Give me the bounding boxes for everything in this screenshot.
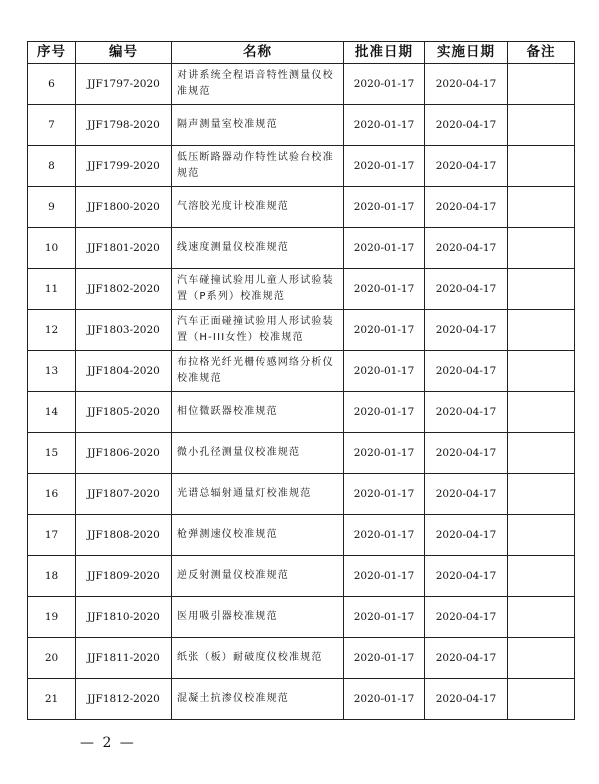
cell-name: 隔声测量室校准规范 bbox=[172, 105, 344, 146]
table-header-row bbox=[28, 42, 575, 64]
cell-remarks bbox=[508, 351, 575, 392]
cell-approval-date: 2020-01-17 bbox=[344, 351, 425, 392]
cell-remarks bbox=[508, 597, 575, 638]
cell-remarks bbox=[508, 474, 575, 515]
header-remarks: 备注 bbox=[508, 42, 575, 64]
calibration-spec-table bbox=[27, 41, 575, 720]
cell-remarks bbox=[508, 105, 575, 146]
cell-name: 纸张（板）耐破度仪校准规范 bbox=[172, 638, 344, 679]
cell-serial-number: 16 bbox=[28, 474, 76, 515]
header-approval-date: 批准日期 bbox=[344, 42, 425, 64]
cell-remarks bbox=[508, 433, 575, 474]
cell-approval-date: 2020-01-17 bbox=[344, 269, 425, 310]
cell-serial-number: 8 bbox=[28, 146, 76, 187]
cell-implementation-date: 2020-04-17 bbox=[425, 187, 508, 228]
cell-implementation-date: 2020-04-17 bbox=[425, 105, 508, 146]
cell-approval-date: 2020-01-17 bbox=[344, 679, 425, 720]
table-row bbox=[28, 228, 575, 269]
table-row bbox=[28, 351, 575, 392]
cell-implementation-date: 2020-04-17 bbox=[425, 392, 508, 433]
table-row bbox=[28, 269, 575, 310]
table-row bbox=[28, 64, 575, 105]
cell-serial-number: 18 bbox=[28, 556, 76, 597]
cell-serial-number: 10 bbox=[28, 228, 76, 269]
table-row bbox=[28, 433, 575, 474]
table-row bbox=[28, 556, 575, 597]
cell-name: 逆反射测量仪校准规范 bbox=[172, 556, 344, 597]
cell-serial-number: 17 bbox=[28, 515, 76, 556]
cell-implementation-date: 2020-04-17 bbox=[425, 679, 508, 720]
cell-code: JJF1805-2020 bbox=[76, 392, 172, 433]
cell-approval-date: 2020-01-17 bbox=[344, 392, 425, 433]
cell-name: 布拉格光纤光栅传感网络分析仪校准规范 bbox=[172, 351, 344, 392]
cell-approval-date: 2020-01-17 bbox=[344, 556, 425, 597]
cell-implementation-date: 2020-04-17 bbox=[425, 433, 508, 474]
cell-serial-number: 13 bbox=[28, 351, 76, 392]
cell-name: 对讲系统全程语音特性测量仪校准规范 bbox=[172, 64, 344, 105]
cell-approval-date: 2020-01-17 bbox=[344, 146, 425, 187]
cell-implementation-date: 2020-04-17 bbox=[425, 351, 508, 392]
cell-implementation-date: 2020-04-17 bbox=[425, 269, 508, 310]
cell-name: 混凝土抗渗仪校准规范 bbox=[172, 679, 344, 720]
cell-implementation-date: 2020-04-17 bbox=[425, 146, 508, 187]
table-row bbox=[28, 105, 575, 146]
cell-implementation-date: 2020-04-17 bbox=[425, 310, 508, 351]
cell-name: 线速度测量仪校准规范 bbox=[172, 228, 344, 269]
cell-serial-number: 9 bbox=[28, 187, 76, 228]
header-name: 名称 bbox=[172, 42, 344, 64]
cell-name: 汽车碰撞试验用儿童人形试验装置（P系列）校准规范 bbox=[172, 269, 344, 310]
table-row bbox=[28, 187, 575, 228]
cell-name: 气溶胶光度计校准规范 bbox=[172, 187, 344, 228]
page-number: — 2 — bbox=[80, 735, 136, 751]
table-row bbox=[28, 310, 575, 351]
cell-approval-date: 2020-01-17 bbox=[344, 638, 425, 679]
cell-remarks bbox=[508, 187, 575, 228]
cell-remarks bbox=[508, 392, 575, 433]
cell-serial-number: 7 bbox=[28, 105, 76, 146]
cell-code: JJF1811-2020 bbox=[76, 638, 172, 679]
header-code: 编号 bbox=[76, 42, 172, 64]
table-row bbox=[28, 146, 575, 187]
cell-code: JJF1801-2020 bbox=[76, 228, 172, 269]
cell-implementation-date: 2020-04-17 bbox=[425, 638, 508, 679]
cell-remarks bbox=[508, 64, 575, 105]
cell-serial-number: 15 bbox=[28, 433, 76, 474]
cell-remarks bbox=[508, 556, 575, 597]
table-row bbox=[28, 474, 575, 515]
cell-approval-date: 2020-01-17 bbox=[344, 228, 425, 269]
cell-approval-date: 2020-01-17 bbox=[344, 433, 425, 474]
cell-code: JJF1798-2020 bbox=[76, 105, 172, 146]
cell-code: JJF1803-2020 bbox=[76, 310, 172, 351]
table-row bbox=[28, 597, 575, 638]
cell-implementation-date: 2020-04-17 bbox=[425, 474, 508, 515]
cell-remarks bbox=[508, 515, 575, 556]
cell-serial-number: 21 bbox=[28, 679, 76, 720]
table-row bbox=[28, 638, 575, 679]
table-row bbox=[28, 515, 575, 556]
cell-name: 相位微跃器校准规范 bbox=[172, 392, 344, 433]
cell-approval-date: 2020-01-17 bbox=[344, 310, 425, 351]
cell-code: JJF1797-2020 bbox=[76, 64, 172, 105]
cell-approval-date: 2020-01-17 bbox=[344, 105, 425, 146]
cell-implementation-date: 2020-04-17 bbox=[425, 64, 508, 105]
cell-remarks bbox=[508, 269, 575, 310]
cell-implementation-date: 2020-04-17 bbox=[425, 597, 508, 638]
table-body bbox=[28, 64, 575, 720]
cell-implementation-date: 2020-04-17 bbox=[425, 228, 508, 269]
cell-remarks bbox=[508, 228, 575, 269]
cell-implementation-date: 2020-04-17 bbox=[425, 515, 508, 556]
cell-name: 医用吸引器校准规范 bbox=[172, 597, 344, 638]
cell-serial-number: 12 bbox=[28, 310, 76, 351]
cell-code: JJF1812-2020 bbox=[76, 679, 172, 720]
header-serial-number: 序号 bbox=[28, 42, 76, 64]
cell-serial-number: 20 bbox=[28, 638, 76, 679]
cell-remarks bbox=[508, 638, 575, 679]
cell-name: 汽车正面碰撞试验用人形试验装置（H-III女性）校准规范 bbox=[172, 310, 344, 351]
cell-remarks bbox=[508, 310, 575, 351]
cell-code: JJF1808-2020 bbox=[76, 515, 172, 556]
cell-serial-number: 11 bbox=[28, 269, 76, 310]
cell-approval-date: 2020-01-17 bbox=[344, 474, 425, 515]
cell-code: JJF1810-2020 bbox=[76, 597, 172, 638]
table-row bbox=[28, 392, 575, 433]
cell-name: 低压断路器动作特性试验台校准规范 bbox=[172, 146, 344, 187]
cell-code: JJF1800-2020 bbox=[76, 187, 172, 228]
cell-name: 枪弹测速仪校准规范 bbox=[172, 515, 344, 556]
cell-implementation-date: 2020-04-17 bbox=[425, 556, 508, 597]
cell-code: JJF1802-2020 bbox=[76, 269, 172, 310]
cell-code: JJF1804-2020 bbox=[76, 351, 172, 392]
cell-approval-date: 2020-01-17 bbox=[344, 187, 425, 228]
cell-code: JJF1809-2020 bbox=[76, 556, 172, 597]
cell-name: 微小孔径测量仪校准规范 bbox=[172, 433, 344, 474]
cell-name: 光谱总辐射通量灯校准规范 bbox=[172, 474, 344, 515]
table-row bbox=[28, 679, 575, 720]
cell-serial-number: 14 bbox=[28, 392, 76, 433]
header-implementation-date: 实施日期 bbox=[425, 42, 508, 64]
cell-code: JJF1799-2020 bbox=[76, 146, 172, 187]
cell-remarks bbox=[508, 146, 575, 187]
cell-serial-number: 19 bbox=[28, 597, 76, 638]
cell-code: JJF1807-2020 bbox=[76, 474, 172, 515]
cell-serial-number: 6 bbox=[28, 64, 76, 105]
cell-approval-date: 2020-01-17 bbox=[344, 64, 425, 105]
cell-remarks bbox=[508, 679, 575, 720]
cell-approval-date: 2020-01-17 bbox=[344, 597, 425, 638]
cell-approval-date: 2020-01-17 bbox=[344, 515, 425, 556]
cell-code: JJF1806-2020 bbox=[76, 433, 172, 474]
